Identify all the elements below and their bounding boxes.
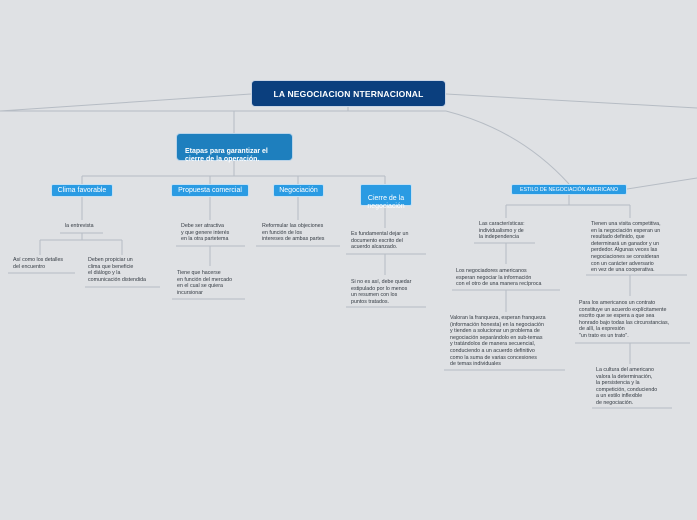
main-topic[interactable] [176, 133, 293, 161]
leaf-cultura-americano[interactable]: La cultura del americano valora la determinación, la persistencia y la competición, conduciendo a un estilo inflexible de negociación. [596, 367, 658, 406]
topic-propuesta-comercial[interactable] [171, 184, 249, 197]
topic-label: Clima favorable [57, 187, 107, 194]
topic-label: Cierre de la negociación [367, 195, 405, 210]
leaf-vision-competitiva[interactable]: Tienen una visita competitiva, en la negociación esperan un resultado definido, que determinará un ganador y un perdedor. Algunas veces las negociaciones se consideran con un carácter adversario en vez de una cooperativa. [591, 221, 661, 274]
topic-estilo-americano[interactable] [511, 184, 627, 195]
connector-line [446, 111, 569, 184]
topic-label: Propuesta comercial [178, 187, 242, 194]
connector-line [627, 178, 697, 189]
connector-line [0, 94, 251, 111]
leaf-detalles-encuentro[interactable]: Así como los detalles del encuentro [13, 257, 64, 270]
leaf-valoran-franqueza[interactable]: Valoran la franqueza, esperan franqueza (información honesta) en la negociación y tienden a solucionar un problema de negociación separándolo en sub-temas y tratándolos de manera secuencial, conduciendo a un acuerdo definitivo como la suma de varias concesiones de temas individuales [450, 315, 546, 368]
main-title: Etapas para garantizar el cierre de la operación. [185, 148, 268, 163]
topic-negociacion[interactable] [273, 184, 324, 197]
leaf-propiciar-clima[interactable]: Deben propiciar un clima que beneficie el diálogo y la comunicación distendida [88, 257, 147, 283]
topic-label: Negociación [279, 187, 318, 194]
leaf-funcion-mercado[interactable]: Tiene que hacerse en función del mercado en el cual se quiera incursionar [177, 270, 233, 296]
leaf-propuesta-atractiva[interactable]: Debe ser atractiva y que genere interés en la otra partetema [181, 223, 230, 243]
topic-label: ESTILO DE NEGOCIACIÓN AMERICANO [519, 187, 618, 193]
leaf-documento-escrito[interactable]: Es fundamental dejar un documento escrito del acuerdo alcanzado. [351, 231, 409, 251]
leaf-caracteristicas[interactable]: Las características: individualismo y de la independencia [479, 221, 525, 241]
topic-cierre-negociacion[interactable] [360, 184, 412, 210]
leaf-reformular-objeciones[interactable]: Reformular las objeciones en función de los intereses de ambas partes [262, 223, 325, 243]
leaf-informacion-reciproca[interactable]: Los negociadores americanos esperan negociar la información con el otro de una manera recíproca [456, 268, 542, 288]
root-topic[interactable] [251, 80, 446, 107]
leaf-contrato-explicito[interactable]: Para los americanos un contrato constituye un acuerdo explícitamente escrito que se espera a que sea honrado bajo todas las circunstancias, de allí, la expresión "un trato es un trato". [579, 300, 670, 339]
leaf-resumen-puntos[interactable]: Si no es así, debe quedar estipulado por lo menos un resumen con los puntos tratados. [351, 279, 412, 305]
leaf-entrevista[interactable]: la entrevista [65, 223, 94, 229]
root-title: LA NEGOCIACION NTERNACIONAL [273, 88, 424, 99]
topic-clima-favorable[interactable] [51, 184, 113, 197]
connector-line [446, 94, 697, 108]
